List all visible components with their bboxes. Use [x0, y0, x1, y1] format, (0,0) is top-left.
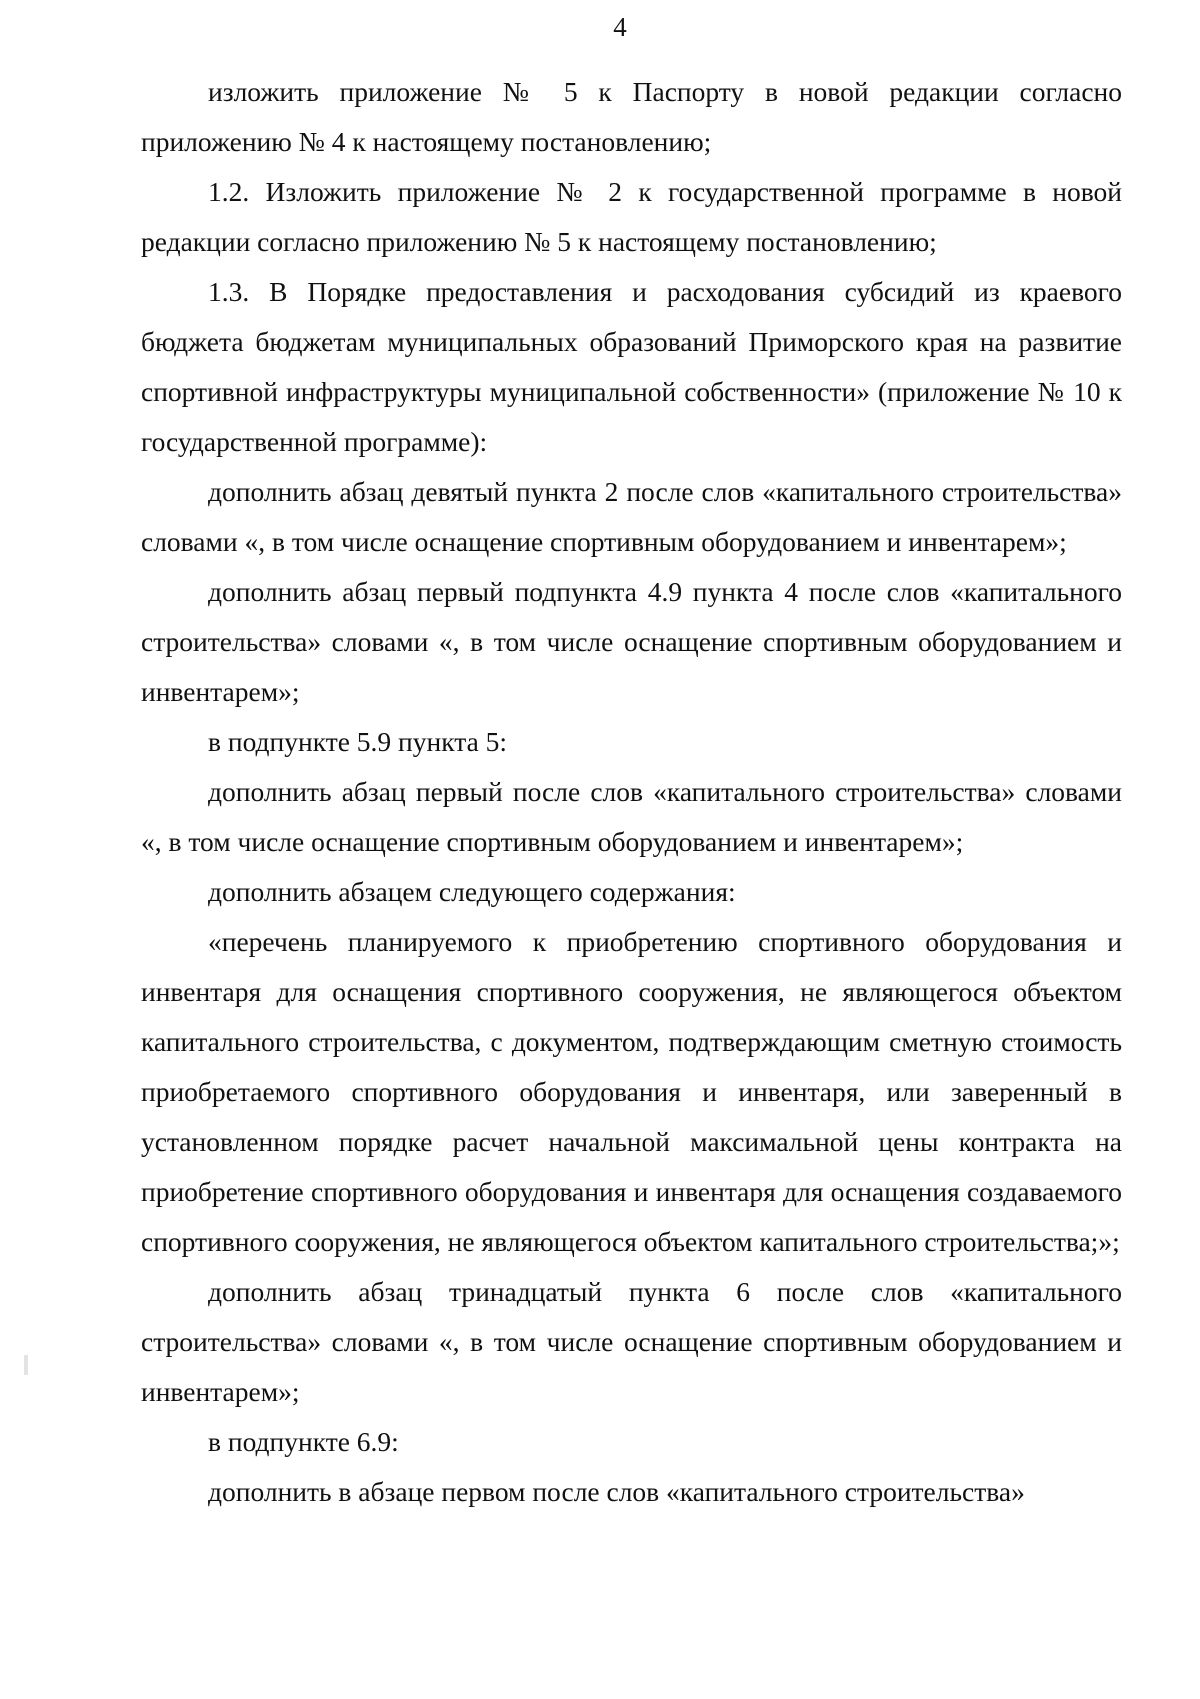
paragraph-subitem-4-9-addition: дополнить абзац первый подпункта 4.9 пункта 4 после слов «капитального строительства» словами «, в том числе оснащение спортивным оборудованием и инвентарем»;: [141, 576, 1122, 707]
page-number: 4: [613, 12, 627, 42]
paragraph-1-2: 1.2. Изложить приложение № 2 к государственной программе в новой редакции согласно приложению № 5 к настоящему постановлению;: [141, 176, 1122, 257]
document-body: [141, 67, 1122, 1517]
paragraph-subitem-6-9-first-addition: дополнить в абзаце первом после слов «капитального строительства»: [208, 1476, 1025, 1507]
paragraph-subitem-5-9-heading: в подпункте 5.9 пункта 5:: [208, 726, 508, 757]
paragraph-item-2-addition: дополнить абзац девятый пункта 2 после слов «капитального строительства» словами «, в том числе оснащение спортивным оборудованием и инвентарем»;: [141, 476, 1122, 557]
paragraph-subitem-6-9-heading: в подпункте 6.9:: [208, 1426, 399, 1457]
paragraph-subitem-5-9-first-addition: дополнить абзац первый после слов «капитального строительства» словами «, в том числе оснащение спортивным оборудованием и инвентарем»;: [141, 776, 1122, 857]
scan-margin-mark: [24, 1355, 28, 1375]
paragraph-equipment-list-quote: «перечень планируемого к приобретению спортивного оборудования и инвентаря для оснащения спортивного сооружения, не являющегося объектом капитального строительства, с документом, подтверждающим сметную стоимость приобретаемого спортивного оборудования и инвентаря, или заверенный в установленном порядке расчет начальной максимальной цены контракта на приобретение спортивного оборудования и инвентаря для оснащения создаваемого спортивного сооружения, не являющегося объектом капитального строительства;»;: [141, 926, 1122, 1257]
paragraph-annex-5-passport: изложить приложение № 5 к Паспорту в новой редакции согласно приложению № 4 к настоящему постановлению;: [141, 76, 1122, 157]
paragraph-item-6-addition: дополнить абзац тринадцатый пункта 6 после слов «капитального строительства» словами «, в том числе оснащение спортивным оборудованием и инвентарем»;: [141, 1276, 1122, 1407]
paragraph-new-abzac-heading: дополнить абзацем следующего содержания:: [208, 876, 736, 907]
paragraph-1-3: 1.3. В Порядке предоставления и расходования субсидий из краевого бюджета бюджетам муниципальных образований Приморского края на развитие спортивной инфраструктуры муниципальной собственности» (приложение № 10 к государственной программе):: [141, 276, 1122, 457]
